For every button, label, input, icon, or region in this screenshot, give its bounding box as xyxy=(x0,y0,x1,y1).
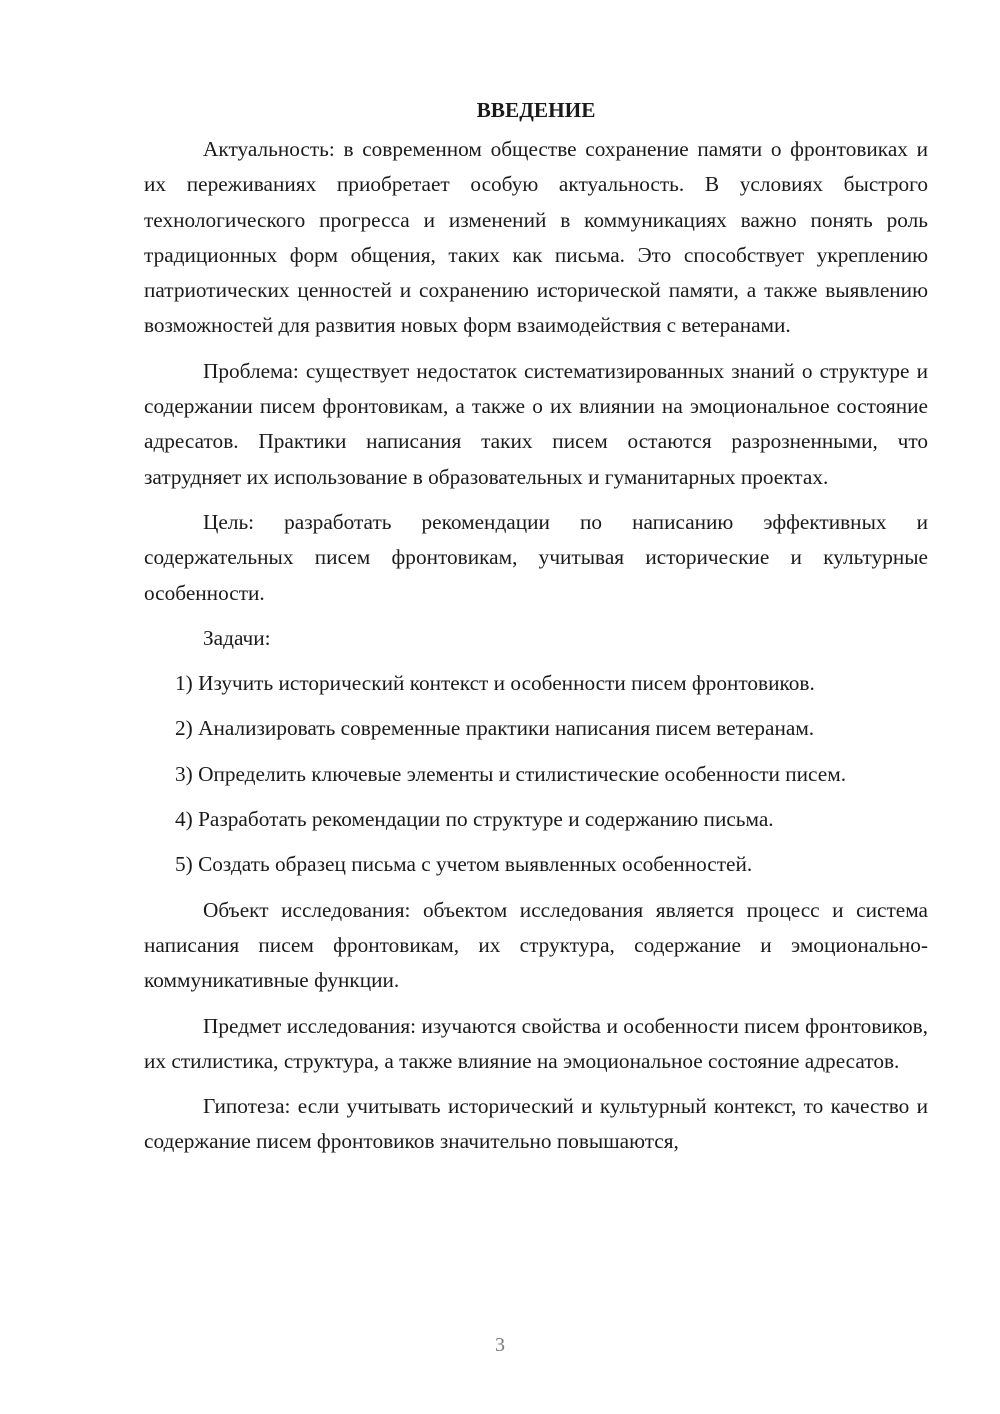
paragraph-problem: Проблема: существует недостаток систематизированных знаний о структуре и содержании писем фронтовикам, а также о их влиянии на эмоциональное состояние адресатов. Практики написания таких писем остаются разрозненными, что затрудняет их использование в образовательных и гуманитарных проектах. xyxy=(144,358,928,489)
task-item: 5) Создать образец письма с учетом выявленных особенностей. xyxy=(175,852,753,877)
section-title: ВВЕДЕНИЕ xyxy=(476,98,596,122)
paragraph-object: Объект исследования: объектом исследования является процесс и система написания писем фронтовикам, их структура, содержание и эмоционально-коммуникативные функции. xyxy=(144,897,928,993)
task-item: 3) Определить ключевые элементы и стилистические особенности писем. xyxy=(175,761,847,786)
page-number: 3 xyxy=(495,1334,505,1356)
paragraph-goal: Цель: разработать рекомендации по написанию эффективных и содержательных писем фронтовикам, учитывая исторические и культурные особенности. xyxy=(144,509,928,605)
paragraph-hypothesis: Гипотеза: если учитывать исторический и культурный контекст, то качество и содержание писем фронтовиков значительно повышаются, xyxy=(144,1094,928,1154)
task-item: 4) Разработать рекомендации по структуре и содержанию письма. xyxy=(175,807,774,832)
paragraph-subject: Предмет исследования: изучаются свойства и особенности писем фронтовиков, их стилистика, структура, а также влияние на эмоциональное состояние адресатов. xyxy=(144,1013,928,1073)
task-item: 1) Изучить исторический контекст и особенности писем фронтовиков. xyxy=(175,671,815,696)
paragraph-tasks-heading: Задачи: xyxy=(203,625,271,650)
document-page xyxy=(144,88,928,1170)
paragraph-relevance: Актуальность: в современном обществе сохранение памяти о фронтовиках и их переживаниях приобретает особую актуальность. В условиях быстрого технологического прогресса и изменений в коммуникациях важно понять роль традиционных форм общения, таких как письма. Это способствует укреплению патриотических ценностей и сохранению исторической памяти, а также выявлению возможностей для развития новых форм взаимодействия с ветеранами. xyxy=(144,137,928,338)
task-item: 2) Анализировать современные практики написания писем ветеранам. xyxy=(175,716,815,741)
